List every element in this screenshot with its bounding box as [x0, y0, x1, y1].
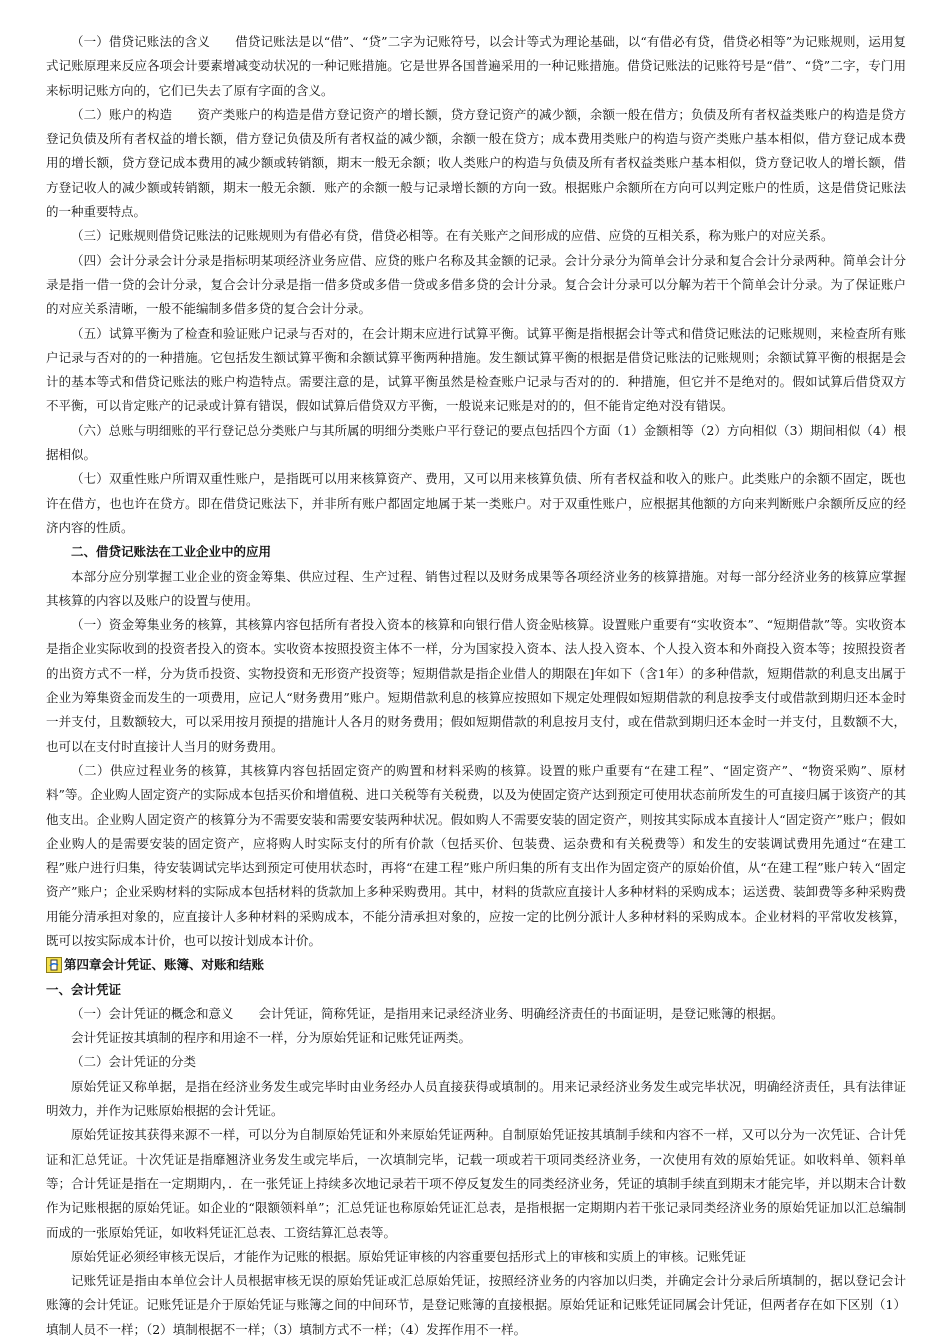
- paragraph-original-voucher-sources: 原始凭证按其获得来源不一样，可以分为自制原始凭证和外来原始凭证两种。自制原始凭证按其填制手续和内容不一样，又可以分为一次凭证、合计凭证和汇总凭证。十次凭证是指靡翘济业务发生或完毕后，一次填制完毕，记载一项或若干项同类经济业务，一次使用有效的原始凭证。如收料单、领料单等；合计凭证是指在一定期期内，．在一张凭证上持续多次地记录若干项不停反复发生的同类经济业务，凭证的填制手续直到期末才能完毕，并以期末合计数作为记账根据的原始凭证。如企业的“限额领料单”；汇总凭证也称原始凭证汇总表，是指根据一定期期内若干张记录同类经济业务的原始凭证加以汇总编制而成的一张原始凭证，如收料凭证汇总表、工资结算汇总表等。: [46, 1127, 906, 1240]
- paragraph-trial-balance: （五）试算平衡为了检查和验证账户记录与否对的，在会计期末应进行试算平衡。试算平衡是指根据会计等式和借贷记账法的记账规则，来检查所有账户记录与否对的的一种措施。它包括发生额试算平衡和余额试算平衡两种措施。发生额试算平衡的根据是借贷记账法的记账规则；余额试算平衡的根据是会计的基本等式和借贷记账法的账户构造特点。需要注意的是，试算平衡虽然是检查账户记录与否对的的．种措施，但它并不是绝对的。假如试算后借贷双方不平衡，可以肯定账产的记录或计算有错误，假如试算后借贷双方平衡，一般说来记账是对的的，但不能肯定绝对没有错误。: [46, 325, 906, 414]
- paragraph-voucher-classification-heading: （二）会计凭证的分类: [71, 1054, 197, 1070]
- paragraph-voucher-concept: （一）会计凭证的概念和意义 会计凭证，简称凭证，是指用来记录经济业务、明确经济责任的书面证明，是登记账簿的根据。: [71, 1005, 784, 1021]
- section-heading-vouchers: 一、会计凭证: [46, 981, 122, 997]
- document-page: [46, 30, 906, 1342]
- chapter-title: 第四章会计凭证、账簿、对账和结账: [64, 957, 265, 973]
- paragraph-journal-entry: （四）会计分录会计分录是指标明某项经济业务应借、应贷的账户名称及其金额的记录。会计分录分为简单会计分录和复合会计分录两种。简单会计分录是指一借一贷的会计分录，复合会计分录是指一借多贷或多借一贷或多借多贷的会计分录。复合会计分录可以分解为若干个简单会计分录。为了保证账户的对应关系清晰，一般不能编制多借多贷的复合会计分录。: [46, 252, 906, 317]
- paragraph-voucher-types: 会计凭证按其填制的程序和用途不一样，分为原始凭证和记账凭证两类。: [71, 1030, 472, 1046]
- paragraph-original-voucher: 原始凭证又称单据，是指在经济业务发生或完毕时由业务经办人员直接获得或填制的。用来记录经济业务发生或完毕状况，明确经济责任，具有法律证明效力，并作为记账原始根据的会计凭证。: [46, 1078, 906, 1119]
- paragraph-bookkeeping-rule: （三）记账规则借贷记账法的记账规则为有借必有贷，借贷必相等。在有关账产之间形成的应借、应贷的互相关系，称为账户的对应关系。: [71, 228, 834, 244]
- paragraph-account-structure: （二）账户的构造 资产类账户的构造是借方登记资产的增长额，贷方登记资产的减少额，余额一般在借方；负债及所有者权益类账户的构造是贷方登记负债及所有者权益的增长额，借方登记负债及所有者权益的减少额，余额一般在贷方；成本费用类账户的构造与资产类账户基本相似，借方登记成本费用的增长额，贷方登记成本费用的减少额或转销额，期末一般无余额；收人类账户的构造与负债及所有者权益类账户基本相似，贷方登记收人的增长额，借方登记收人的减少额或转销额，期末一般无余额．账产的余额一般与记录增长额的方向一致。根据账户余额所在方向可以判定账户的性质，这是借贷记账法的一种重要特点。: [46, 106, 906, 220]
- paragraph-parallel-posting: （六）总账与明细账的平行登记总分类账户与其所属的明细分类账户平行登记的要点包括四个方面（1）金额相等（2）方向相似（3）期间相似（4）根据相似。: [46, 422, 906, 463]
- paragraph-supply-process: （二）供应过程业务的核算，其核算内容包括固定资产的购置和材料采购的核算。设置的账户重要有“在建工程”、“固定资产”、“物资采购”、原材料”等。企业购人固定资产的实际成本包括买价和增值税、进口关税等有关税费，以及为使固定资产达到预定可使用状态前所发生的可直接归属于该资产的其他支出。企业购人固定资产的核算分为不需要安装和需要安装两种状况。假如购人不需要安装的固定资产，则按其实际成本直接计人“固定资产”账户；假如企业购人的是需要安装的固定资产，应将购人时实际支付的所有价款（包括买价、包装费、运杂费和有关税费等）和发生的安装调试费用先通过“在建工程”账户进行归集，待安装调试完毕达到预定可使用状态时，再将“在建工程”账户所归集的所有支出作为固定资产的原始价值，从“在建工程”账户转入“固定资产”账户；企业采购材料的实际成本包括材料的货款加上多种采购费用。其中，材料的货款应直接计人多种材料的采购成本；运送费、装卸费等多种采购费用能分清承担对象的，应直接计人多种材料的采购成本，不能分清承担对象的，应按一定的比例分派计人多种材料的采购成本。企业材料的平常收发核算，既可以按实际成本计价，也可以按计划成本计价。: [46, 762, 906, 948]
- paragraph-voucher-review: 原始凭证必须经审核无误后，才能作为记账的根据。原始凭证审核的内容重要包括形式上的审核和实质上的审核。记账凭证: [71, 1248, 747, 1264]
- paragraph-section-intro: 本部分应分别掌握工业企业的资金筹集、供应过程、生产过程、销售过程以及财务成果等各项经济业务的核算措施。对每一部分经济业务的核算应掌握其核算的内容以及账户的设置与使用。: [46, 568, 906, 608]
- paragraph-bookkeeping-voucher: 记账凭证是指由本单位会计人员根据审核无误的原始凭证或汇总原始凭证，按照经济业务的内容加以归类，并确定会计分录后所填制的，据以登记会计账簿的会计凭证。记账凭证是介于原始凭证与账簿之间的中间环节，是登记账簿的直接根据。原始凭证和记账凭证同属会计凭证，但两者存在如下区别（1）填制人员不一样；（2）填制根据不一样；（3）填制方式不一样；（4）发挥作用不一样。: [46, 1273, 906, 1337]
- section-heading-industrial-application: 二、借贷记账法在工业企业中的应用: [71, 544, 272, 560]
- paragraph-debit-credit-meaning: （一）借贷记账法的含义 借贷记账法是以“借”、“贷”二字为记账符号，以会计等式为理论基础，以“有借必有贷，借贷必相等”为记账规则，运用复式记账原理来反应各项会计要素增减变动状况的一种记账措施。它是世界各国普遍采用的一种记账措施。借贷记账法的记账符号是“借”、“贷”二字，专门用来标明记账方向的，它们已失去了原有字面的含义。: [46, 34, 906, 98]
- document-link-icon: [46, 957, 62, 973]
- chapter-heading: [46, 953, 906, 977]
- paragraph-fund-raising: （一）资金筹集业务的核算，其核算内容包括所有者投入资本的核算和向银行借人资金贴核算。设置账户重要有“实收资本”、“短期借款”等。实收资本是指企业实际收到的投资者投入的资本。实收资本按照投资主体不一样，分为国家投入资本、法人投入资本、个人投入资本和外商投入资本等；按照投资者的出资方式不一样，分为货币投资、实物投资和无形资产投资等；短期借款是指企业借人的期限在]年如下（含1年）的多种借款，短期借款的利息支出属于企业为筹集资金而发生的一项费用，应记人“财务费用”账户。短期借款利息的核算应按照如下规定处理假如短期借款的利息按季支付或借款到期归还本金时一并支付，且数额较大，可以采用按月预提的措施计人各月的财务费用；假如短期借款的利息按月支付，或在借款到期归还本金时一并支付，且数额不大，也可以在支付时直接计人当月的财务费用。: [46, 617, 906, 754]
- paragraph-dual-nature-account: （七）双重性账户所谓双重性账户，是指既可以用来核算资产、费用，又可以用来核算负债、所有者权益和收入的账户。此类账户的余额不固定，既也许在借方，也也许在贷方。即在借贷记账法下，并非所有账户都固定地属于某一类账户。对于双重性账户，应根据其他额的方向来判断账户余额所反应的经济内容的性质。: [46, 471, 906, 535]
